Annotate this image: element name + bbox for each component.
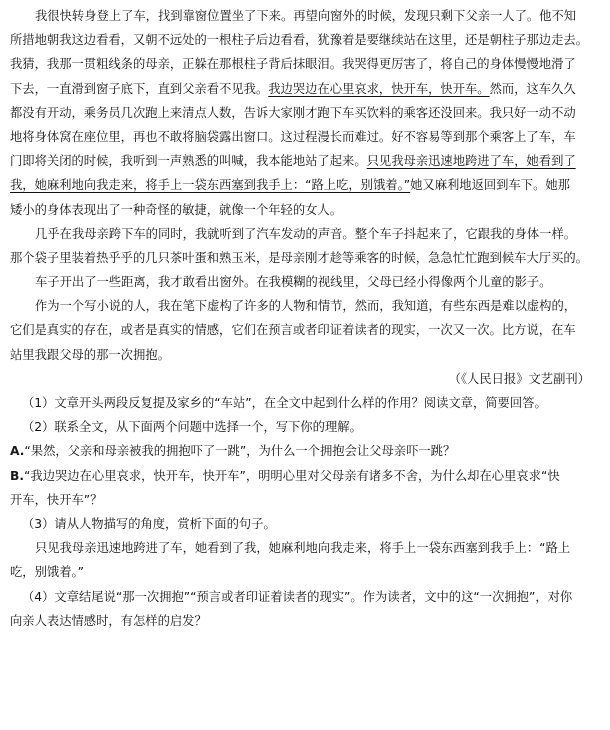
text-segment: 然而，这车久久: [489, 81, 576, 96]
option-label: B.: [10, 468, 25, 483]
text-line: 所措地朝我这边看看，又朝不远处的一根柱子后边看看，犹豫着是要继续站在这里，还是朝柱子那边走去。: [10, 33, 588, 48]
underlined-sentence: 我边哭边在心里哀求，快开车，快开车。: [268, 81, 490, 96]
source-citation: （《人民日报》文艺副刊）: [448, 371, 590, 386]
text-line: 矮小的身体表现出了一种奇怪的敏捷，就像一个年轻的女人。: [10, 202, 343, 217]
text-line: 车子开出了一些距离，我才敢看出窗外。在我模糊的视线里，父母已经小得像两个儿童的影子。: [35, 275, 552, 290]
text-segment: 门即将关闭的时候，我听到一声熟悉的叫喊，我本能地站了起来。: [10, 154, 367, 169]
question-4: （4）文章结尾说“那一次拥抱”“预言或者印证着读者的现实”。作为读者，文中的这“一次拥抱”，对你: [22, 589, 573, 604]
text-line: 我猜，我那一贯粗线条的母亲，正躲在那根柱子背后抹眼泪。我哭得更厉害了，将自己的身体慢慢地滑了: [10, 57, 576, 72]
option-text: “果然，父亲和母亲被我的拥抱吓了一跳”，为什么一个拥抱会让父母亲吓一跳？: [24, 444, 456, 459]
underlined-sentence: 我，她麻利地向我走来，将手上一袋东西塞到我手上：“路上吃，别饿着。”: [10, 178, 411, 193]
text-line: 几乎在我母亲跨下车的同时，我就听到了汽车发动的声音。整个车子抖起来了，它跟我的身体一样。: [35, 226, 577, 241]
text-line: [10, 149, 602, 173]
option-b: [10, 464, 602, 488]
text-line: [10, 77, 602, 101]
text-line: 都没有开动，乘务员几次跑上来清点人数，告诉大家刚才跑下车买饮料的乘客还没回来。我只好一动不动: [10, 105, 576, 120]
underlined-sentence: 只见我母亲迅速地跨进了车，她看到了: [366, 154, 576, 169]
question-3-quote: 只见我母亲迅速地跨进了车，她看到了我，她麻利地向我走来，将手上一袋东西塞到我手上：“路上: [35, 541, 571, 556]
text-line: 我很快转身登上了车，找到靠窗位置坐了下来。再望向窗外的时候，发现只剩下父亲一人了。他不知: [35, 9, 577, 23]
option-b-continued: 开车，快开车”？: [10, 492, 103, 507]
text-line: 作为一个写小说的人，我在笔下虚构了许多的人物和情节，然而，我知道，有些东西是难以虚构的，: [35, 299, 577, 314]
question-1: （1）文章开头两段反复提及家乡的“车站”，在全文中起到什么样的作用？阅读文章，简要回答。: [22, 396, 547, 410]
question-4-continued: 向亲人表达情感时，有怎样的启发？: [10, 613, 207, 628]
text-line: [10, 173, 602, 197]
paragraph-3: [10, 270, 602, 294]
text-line: 地将身体窝在座位里，再也不敢将脑袋露出窗口。这过程漫长而难过。好不容易等到那个乘客上了车，车: [10, 129, 576, 144]
text-line: 站里我跟父母的那一次拥抱。: [10, 347, 170, 362]
question-3: （3）请从人物描写的角度，赏析下面的句子。: [22, 516, 276, 531]
option-text: “我边哭边在心里哀求，快开车，快开车”，明明心里对父母亲有诸多不舍，为什么却在心里哀求“快: [24, 468, 560, 483]
option-label: A.: [10, 444, 25, 459]
paragraph-4: [10, 294, 602, 367]
text-line: 它们是真实的存在，或者是真实的情感，它们在预言或者印证着读者的现实，一次又一次。比方说，在车: [10, 323, 576, 338]
question-2: （2）联系全文，从下面两个问题中选择一个，写下你的理解。: [22, 420, 362, 435]
text-segment: 下去，一直滑到窗子底下，直到父亲看不见我。: [10, 81, 269, 96]
option-a: [10, 439, 602, 463]
questions-section: [10, 391, 602, 633]
paragraph-1: [10, 4, 602, 222]
text-line: 那个袋子里装着热乎乎的几只茶叶蛋和熟玉米，是母亲刚才趁等乘客的时候，急急忙忙跑到候车大厅买的。: [10, 250, 588, 265]
question-3-quote-continued: 吃，别饿着。”: [10, 565, 85, 580]
paragraph-2: [10, 222, 602, 270]
text-segment: 她又麻利地返回到车下。她那: [410, 178, 570, 193]
